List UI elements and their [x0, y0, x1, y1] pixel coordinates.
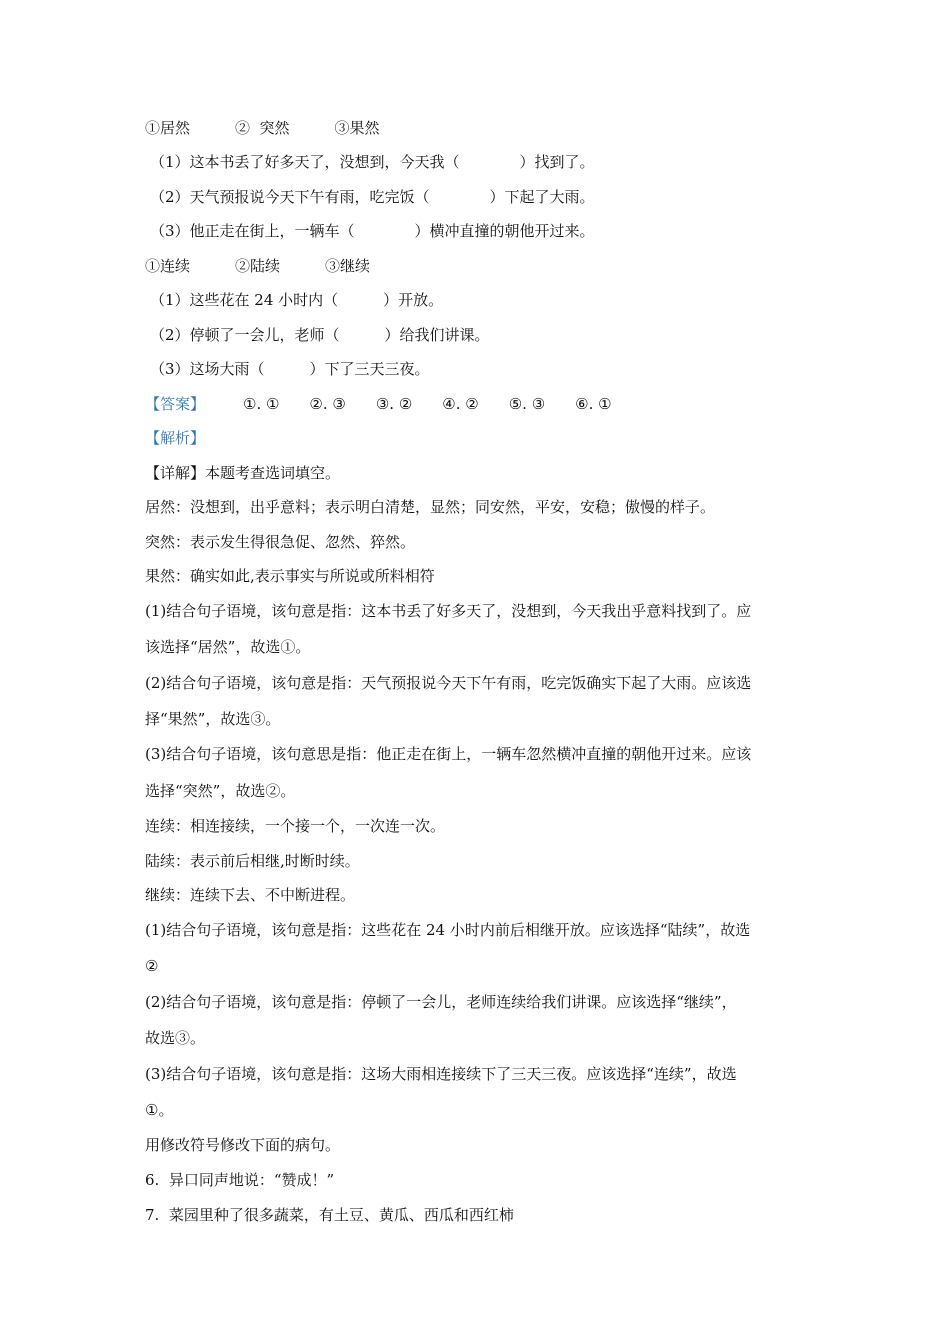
analysis-line: (2)结合句子语境，该句意是指：天气预报说今天下午有雨，吃完饭确实下起了大雨。应该选	[145, 674, 752, 692]
question-1-1: （1）这本书丢了好多天了，没想到，今天我（ ）找到了。	[150, 153, 595, 171]
analysis-line: (3)结合句子语境，该句意思是指：他正走在街上，一辆车忽然横冲直撞的朝他开过来。应该	[145, 745, 752, 763]
analysis-label: 【解析】	[145, 429, 206, 447]
analysis-line: (2)结合句子语境，该句意是指：停顿了一会儿，老师连续给我们讲课。应该选择“继续”，	[145, 993, 737, 1011]
analysis-line: 继续：连续下去、不中断进程。	[145, 886, 356, 904]
analysis-line: ①。	[145, 1101, 174, 1119]
analysis-line: 【详解】本题考查选词填空。	[145, 464, 341, 482]
question-7: 7. 菜园里种了很多蔬菜，有土豆、黄瓜、西瓜和西红柿	[145, 1206, 514, 1224]
analysis-line: 果然：确实如此,表示事实与所说或所料相符	[145, 567, 435, 585]
analysis-line: 选择“突然”，故选②。	[145, 782, 296, 800]
analysis-line: 故选③。	[145, 1029, 206, 1047]
analysis-line: (1)结合句子语境，该句意是指：这些花在 24 小时内前后相继开放。应该选择“陆续”，故选	[145, 921, 751, 939]
answer-label: 【答案】	[145, 395, 206, 413]
question-1-3: （3）他正走在街上，一辆车（ ）横冲直撞的朝他开过来。	[150, 222, 595, 240]
question-1-2: （2）天气预报说今天下午有雨，吃完饭（ ）下起了大雨。	[150, 188, 595, 206]
analysis-line: 连续：相连接续，一个接一个，一次连一次。	[145, 817, 446, 835]
analysis-line: 居然：没想到，出乎意料；表示明白清楚，显然；同安然，平安，安稳；傲慢的样子。	[145, 498, 716, 516]
options-group-1: ①居然 ② 突然 ③果然	[145, 119, 380, 137]
section-instruction: 用修改符号修改下面的病句。	[145, 1136, 341, 1154]
question-6: 6. 异口同声地说：“赞成！”	[145, 1171, 335, 1189]
question-2-2: （2）停顿了一会儿，老师（ ）给我们讲课。	[150, 326, 490, 344]
answer-items: ①. ① ②. ③ ③. ② ④. ② ⑤. ③ ⑥. ①	[243, 395, 612, 413]
analysis-line: 该选择“居然”，故选①。	[145, 638, 311, 656]
analysis-line: (3)结合句子语境，该句意是指：这场大雨相连接续下了三天三夜。应该选择“连续”，故选	[145, 1065, 737, 1083]
analysis-line: (1)结合句子语境，该句意是指：这本书丢了好多天了，没想到，今天我出乎意料找到了。应	[145, 602, 752, 620]
analysis-line: 陆续：表示前后相继,时断时续。	[145, 852, 360, 870]
options-group-2: ①连续 ②陆续 ③继续	[145, 257, 371, 275]
analysis-line: 择“果然”，故选③。	[145, 710, 281, 728]
analysis-line: ②	[145, 957, 159, 975]
question-2-3: （3）这场大雨（ ）下了三天三夜。	[150, 360, 430, 378]
question-2-1: （1）这些花在 24 小时内（ ）开放。	[150, 291, 444, 309]
analysis-line: 突然：表示发生得很急促、忽然、猝然。	[145, 533, 416, 551]
